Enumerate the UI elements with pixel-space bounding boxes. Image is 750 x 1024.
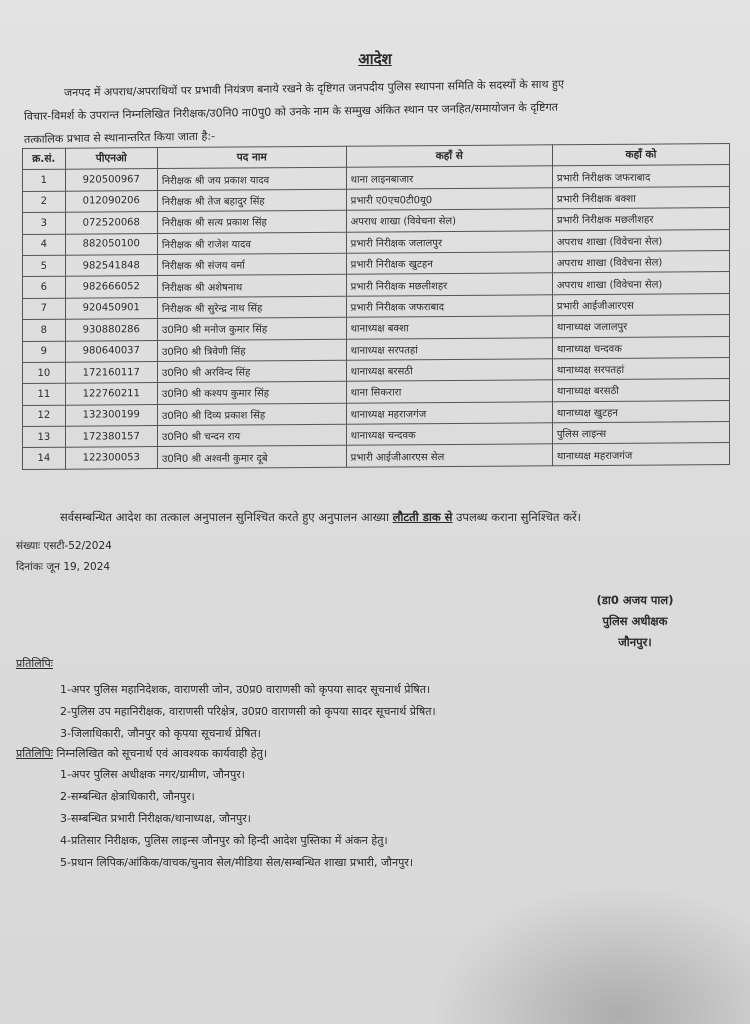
copy-item: 5-प्रधान लिपिक/आंकिक/वाचक/चुनाव सेल/मीडिया सेल/सम्बन्धित शाखा प्रभारी, जौनपुर। (60, 856, 414, 869)
copy-list-1 (16, 656, 716, 745)
cell-serial: 5 (23, 255, 66, 277)
cell-from: थानाध्यक्ष महराजगंज (346, 401, 552, 424)
cell-pno: 982666052 (65, 276, 157, 298)
cell-from: प्रभारी आईजीआरएस सेल (346, 444, 552, 467)
cell-serial: 12 (23, 405, 66, 427)
cell-pno: 072520068 (65, 212, 157, 234)
cell-name: उ0नि0 श्री चन्दन राय (157, 424, 346, 447)
header-name: पद नाम (157, 146, 346, 169)
header-serial: क्र.सं. (23, 148, 66, 170)
cell-serial: 14 (23, 448, 66, 470)
intro-paragraph (24, 70, 724, 151)
copy-item: 3-जिलाधिकारी, जौनपुर को कृपया सूचनार्थ प्रेषित। (60, 727, 261, 740)
cell-name: उ0नि0 श्री मनोज कुमार सिंह (157, 317, 346, 340)
cell-pno: 122760211 (65, 383, 157, 405)
cell-from: थानाध्यक्ष चन्दवक (346, 423, 552, 446)
cell-from: प्रभारी निरीक्षक खुटहन (346, 252, 552, 275)
cell-pno: 172160117 (65, 361, 157, 383)
cell-to: थानाध्यक्ष चन्दवक (552, 336, 729, 359)
cell-pno: 930880286 (65, 319, 157, 341)
cell-to: थानाध्यक्ष खुटहन (552, 400, 729, 423)
cell-from: प्रभारी निरीक्षक मछलीशहर (346, 273, 552, 296)
header-to: कहाँ को (552, 144, 729, 167)
cell-from: थानाध्यक्ष बक्शा (346, 316, 552, 339)
directive-emphasis: लौटती डाक से (392, 510, 453, 524)
cell-to: अपराध शाखा (विवेचना सेल) (552, 272, 729, 295)
cell-name: निरीक्षक श्री सुरेन्द्र नाथ सिंह (157, 296, 346, 319)
cell-pno: 172380157 (65, 426, 157, 448)
cell-from: थाना सिकरारा (346, 380, 552, 403)
copy-heading-line (16, 744, 716, 764)
cell-serial: 8 (23, 319, 66, 341)
cell-name: उ0नि0 श्री दिव्य प्रकाश सिंह (157, 403, 346, 426)
cell-name: निरीक्षक श्री अशेषनाथ (157, 275, 346, 298)
signature-block (560, 590, 710, 653)
table-row (23, 443, 730, 469)
cell-pno: 920450901 (65, 297, 157, 319)
directive-part: सर्वसम्बन्धित आदेश का तत्काल अनुपालन सुनिश्चित करते हुए अनुपालन आख्या (60, 510, 393, 524)
cell-to: अपराध शाखा (विवेचना सेल) (552, 229, 729, 252)
intro-line: विचार-विमर्श के उपरान्त निम्नलिखित निरीक्षक/उ0नि0 ना0पु0 को उनके नाम के सम्मुख अंकित स्थान पर जनहित/समायोजन के दृष्टिगत (24, 100, 558, 123)
cell-name: निरीक्षक श्री राजेश यादव (157, 232, 346, 255)
cell-pno: 982541848 (65, 255, 157, 277)
copy-heading: प्रतिलिपिः (16, 747, 54, 760)
cell-to: थानाध्यक्ष सरपतहां (552, 357, 729, 380)
copy-item: 3-सम्बन्धित प्रभारी निरीक्षक/थानाध्यक्ष, जौनपुर। (60, 812, 251, 825)
cell-serial: 3 (23, 212, 66, 234)
copy-heading: प्रतिलिपिः (16, 657, 54, 670)
reference-number: संख्याः एसटी-52/2024 (16, 540, 112, 552)
cell-name: उ0नि0 श्री अरविन्द सिंह (157, 360, 346, 383)
cell-pno: 980640037 (65, 340, 157, 362)
signatory-name: (डा0 अजय पाल) (596, 593, 674, 607)
photo-shadow (430, 884, 750, 1024)
cell-from: प्रभारी निरीक्षक जफराबाद (346, 295, 552, 318)
copy-heading-rest: निम्नलिखित को सूचनार्थ एवं आवश्यक कार्यवाही हेतु। (53, 747, 268, 760)
cell-serial: 6 (23, 277, 66, 299)
cell-serial: 10 (23, 362, 66, 384)
cell-to: थानाध्यक्ष जलालपुर (552, 315, 729, 338)
cell-to: थानाध्यक्ष महराजगंज (552, 443, 729, 466)
cell-serial: 13 (23, 426, 66, 448)
copy-item: 4-प्रतिसार निरीक्षक, पुलिस लाइन्स जौनपुर को हिन्दी आदेश पुस्तिका में अंकन हेतु। (60, 834, 388, 847)
intro-line: तत्कालिक प्रभाव से स्थानान्तरित किया जाता है:- (24, 129, 216, 146)
cell-name: निरीक्षक श्री जय प्रकाश यादव (157, 168, 346, 191)
signatory-place: जौनपुर। (618, 635, 652, 649)
cell-name: उ0नि0 श्री त्रिवेणी सिंह (157, 339, 346, 362)
cell-pno: 920500967 (65, 169, 157, 191)
cell-from: थानाध्यक्ष बरसठी (346, 359, 552, 382)
intro-line: जनपद में अपराध/अपराधियों पर प्रभावी नियंत्रण बनाये रखने के दृष्टिगत जनपदीय पुलिस स्थापना समिति के सदस्यों के साथ हुए (64, 77, 564, 100)
cell-name: निरीक्षक श्री संजय वर्मा (157, 253, 346, 276)
cell-to: प्रभारी निरीक्षक मछलीशहर (552, 208, 729, 231)
cell-from: थानाध्यक्ष सरपतहां (346, 337, 552, 360)
reference-date: दिनांकः जून 19, 2024 (16, 561, 111, 573)
signatory-designation: पुलिस अधीक्षक (602, 614, 668, 628)
cell-to: थानाध्यक्ष बरसठी (552, 379, 729, 402)
cell-to: अपराध शाखा (विवेचना सेल) (552, 251, 729, 274)
cell-name: उ0नि0 श्री अश्वनी कुमार दूबे (157, 446, 346, 469)
cell-name: निरीक्षक श्री तेज बहादुर सिंह (157, 189, 346, 212)
cell-serial: 7 (23, 298, 66, 320)
table-body (23, 165, 730, 469)
header-pno: पीएनओ (65, 148, 157, 170)
transfer-table (22, 143, 730, 470)
cell-pno: 012090206 (65, 190, 157, 212)
cell-serial: 2 (23, 191, 66, 213)
directive-part: उपलब्ध कराना सुनिश्चित करें। (452, 510, 582, 524)
cell-pno: 122300053 (65, 447, 157, 469)
cell-pno: 882050100 (65, 233, 157, 255)
cell-serial: 1 (23, 170, 66, 192)
cell-serial: 4 (23, 234, 66, 256)
cell-from: अपराध शाखा (विवेचना सेल) (346, 209, 552, 232)
cell-serial: 11 (23, 383, 66, 405)
order-title: आदेश (358, 50, 392, 68)
cell-name: उ0नि0 श्री कश्यप कुमार सिंह (157, 382, 346, 405)
cell-to: प्रभारी निरीक्षक जफराबाद (552, 165, 729, 188)
cell-from: प्रभारी ए0एच0टी0यू0 (346, 188, 552, 211)
cell-from: थाना लाइनबाजार (346, 166, 552, 189)
copy-item: 1-अपर पुलिस अधीक्षक नगर/ग्रामीण, जौनपुर। (60, 768, 245, 781)
cell-to: प्रभारी निरीक्षक बक्शा (552, 186, 729, 209)
cell-from: प्रभारी निरीक्षक जलालपुर (346, 230, 552, 253)
cell-serial: 9 (23, 341, 66, 363)
cell-name: निरीक्षक श्री सत्य प्रकाश सिंह (157, 210, 346, 233)
copy-item: 2-सम्बन्धित क्षेत्राधिकारी, जौनपुर। (60, 790, 195, 803)
copy-item: 1-अपर पुलिस महानिदेशक, वाराणसी जोन, उ0प्र0 वाराणसी को कृपया सादर सूचनार्थ प्रेषित। (60, 683, 431, 696)
cell-to: प्रभारी आईजीआरएस (552, 293, 729, 316)
cell-pno: 132300199 (65, 404, 157, 426)
cell-to: पुलिस लाइन्स (552, 422, 729, 445)
header-from: कहाँ से (346, 145, 552, 168)
copy-item: 2-पुलिस उप महानिरीक्षक, वाराणसी परिक्षेत्र, उ0प्र0 वाराणसी को कृपया सादर सूचनार्थ प्रेषित। (60, 705, 436, 718)
directive-text (60, 510, 728, 525)
copy-list-2 (16, 744, 716, 874)
